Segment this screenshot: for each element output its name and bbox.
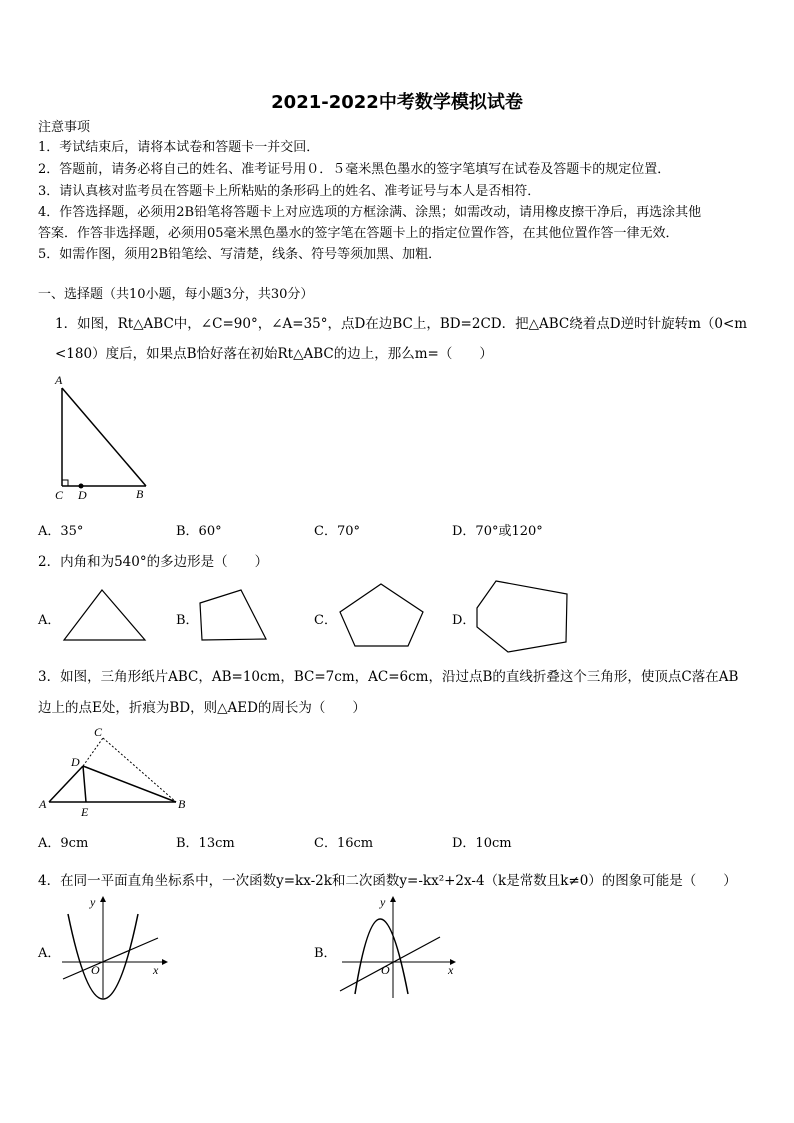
option-a: A．9cm [38, 836, 89, 851]
question-1-line2: <180）度后，如果点B恰好落在初始Rt△ABC的边上，那么m=（ ） [55, 346, 493, 362]
figure-label-b: B [136, 487, 144, 501]
figure-label-c: C [94, 725, 103, 739]
option-b: B．13cm [176, 836, 235, 851]
notice-item: 3．请认真核对监考员在答题卡上所粘贴的条形码上的姓名、准考证号与本人是否相符． [38, 184, 541, 199]
notice-item: 答案．作答非选择题，必须用05毫米黑色墨水的签字笔在答题卡上的指定位置作答，在其他位置作答一律无效． [38, 226, 679, 241]
option-b: B．60° [176, 524, 222, 539]
figure-label-a: A [39, 797, 47, 811]
figure-label-b: B [178, 797, 186, 811]
question-1-line1: 1．如图，Rt△ABC中，∠C=90°，∠A=35°，点D在边BC上，BD=2CD．把△ABC绕着点D逆时针旋转m（0<m [55, 316, 748, 332]
notice-item: 4．作答选择题，必须用2B铅笔将答题卡上对应选项的方框涂满、涂黑；如需改动，请用橡皮擦干净后，再选涂其他 [38, 205, 702, 220]
option-d: D．70°或120° [452, 524, 543, 539]
pentagon-shape [338, 580, 428, 650]
notice-item: 2．答题前，请务必将自己的姓名、准考证号用０．５毫米黑色墨水的签字笔填写在试卷及答题卡的规定位置． [38, 162, 671, 177]
question-3-figure [36, 724, 192, 820]
question-4-line1: 4．在同一平面直角坐标系中，一次函数y=kx-2k和二次函数y=-kx²+2x-4（k是常数且k≠0）的图象可能是（ ） [38, 873, 737, 889]
notice-item: 5．如需作图，须用2B铅笔绘、写清楚，线条、符号等须加黑、加粗． [38, 247, 442, 262]
axis-label-x: x [153, 963, 159, 977]
question-3-line1: 3．如图，三角形纸片ABC，AB=10cm，BC=7cm，AC=6cm，沿过点B的直线折叠这个三角形，使顶点C落在AB [38, 669, 739, 685]
question-2-line1: 2．内角和为540°的多边形是（ ） [38, 554, 269, 570]
page-title: 2021-2022中考数学模拟试卷 [271, 92, 523, 113]
option-a: A．35° [38, 524, 84, 539]
notice-heading: 注意事项 [38, 120, 91, 135]
option-a: A． [38, 613, 61, 628]
figure-label-a: A [55, 373, 63, 387]
graph-b [338, 894, 458, 1004]
figure-label-d: D [78, 488, 87, 502]
question-3-line2: 边上的点E处，折痕为BD，则△AED的周长为（ ） [38, 700, 366, 716]
option-b: B． [176, 613, 199, 628]
axis-label-y: y [90, 895, 96, 909]
axis-label-x: x [448, 963, 454, 977]
hexagon-shape [475, 576, 571, 656]
quadrilateral-shape [196, 586, 276, 646]
option-d: D．10cm [452, 836, 512, 851]
axis-label-y: y [380, 895, 386, 909]
origin-label: O [91, 963, 100, 977]
section-heading: 一、选择题（共10小题，每小题3分，共30分） [38, 287, 314, 302]
notice-item: 1．考试结束后，请将本试卷和答题卡一并交回． [38, 140, 320, 155]
option-b: B． [314, 946, 337, 961]
option-d: D． [452, 613, 476, 628]
option-a: A． [38, 946, 61, 961]
figure-label-d: D [71, 755, 80, 769]
option-c: C． [314, 613, 337, 628]
triangle-shape [60, 586, 150, 644]
figure-label-c: C [55, 488, 64, 502]
graph-a [58, 894, 168, 1004]
figure-label-e: E [81, 805, 89, 819]
origin-label: O [381, 963, 390, 977]
option-c: C．70° [314, 524, 360, 539]
option-c: C．16cm [314, 836, 374, 851]
question-1-figure [50, 372, 160, 502]
